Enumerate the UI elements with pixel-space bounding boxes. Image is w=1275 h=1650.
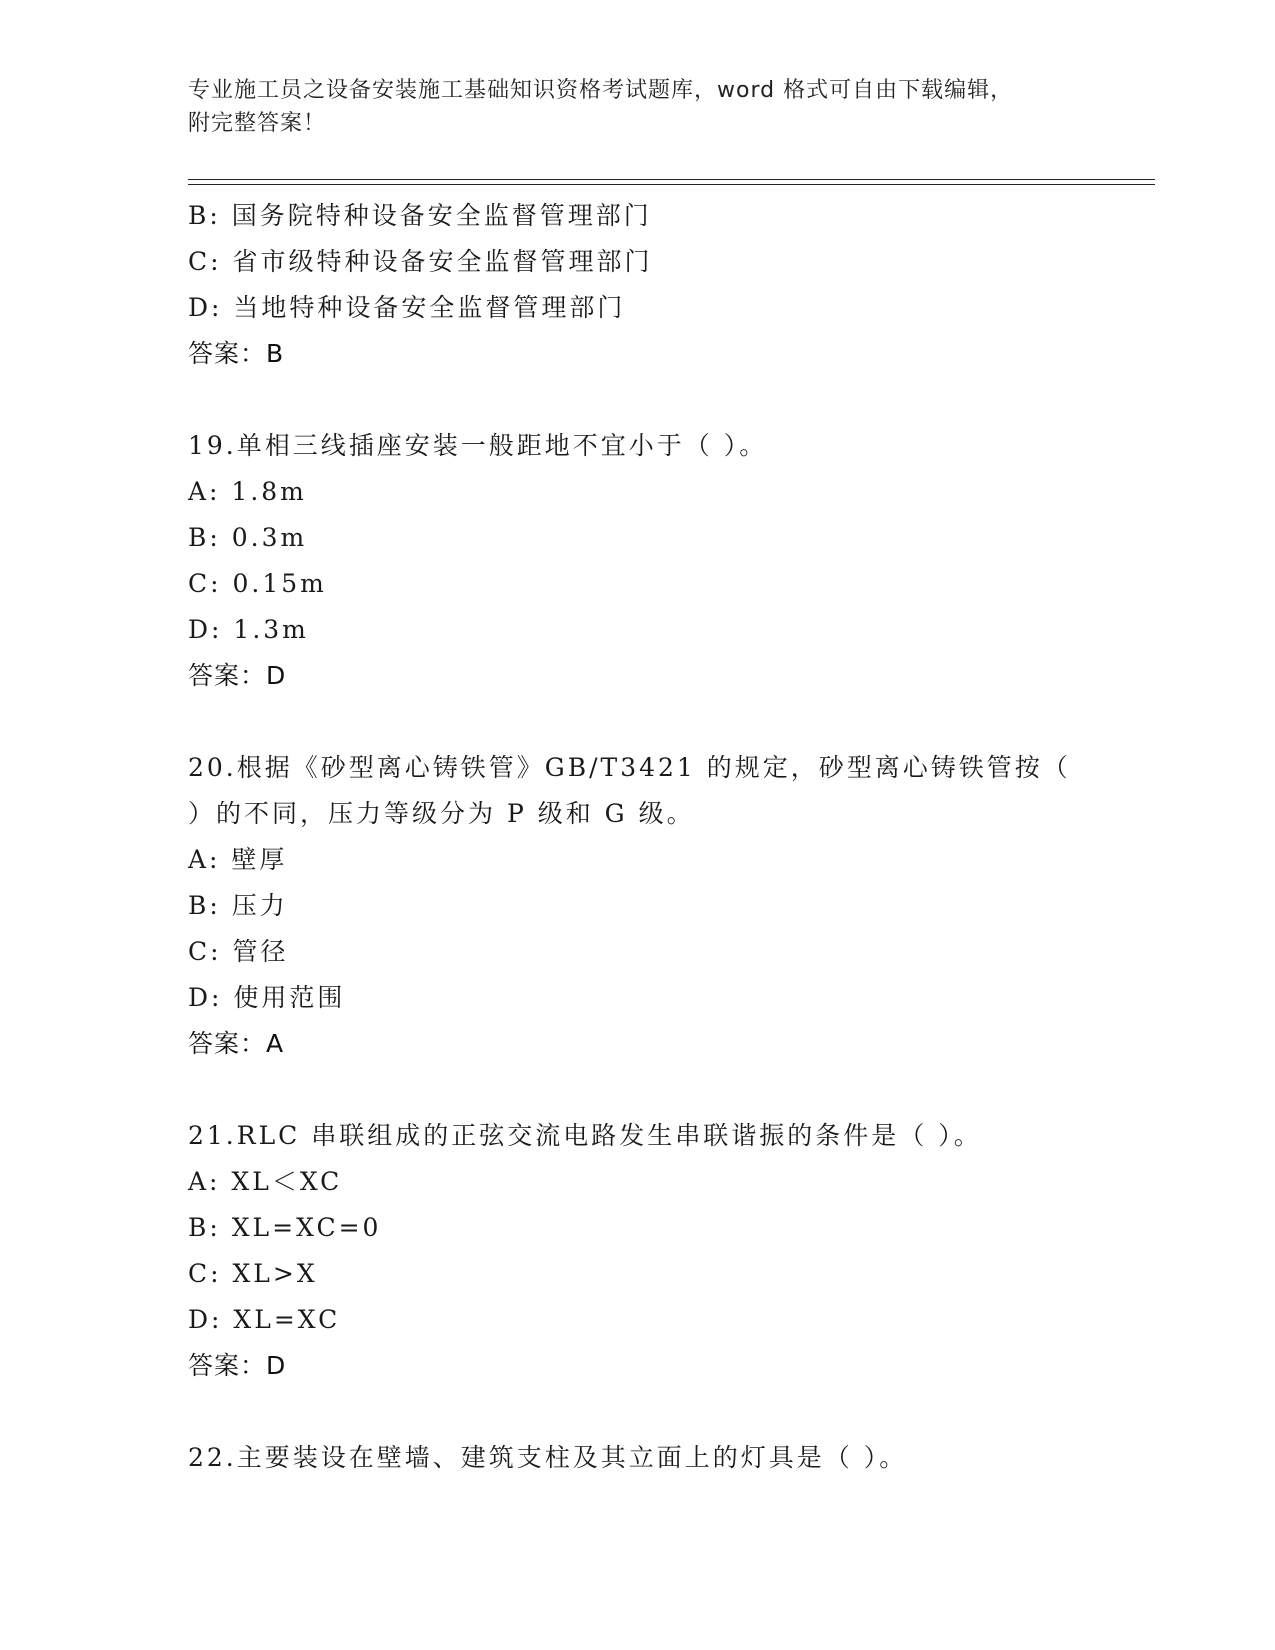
header-divider-top bbox=[188, 179, 1155, 180]
question-18-tail bbox=[188, 193, 1155, 377]
q18-option-b: B: 国务院特种设备安全监督管理部门 bbox=[188, 201, 652, 230]
q19-option-d: D: 1.3m bbox=[188, 615, 309, 644]
q20-question-line-1: 20.根据《砂型离心铸铁管》GB/T3421 的规定，砂型离心铸铁管按（ bbox=[188, 753, 1071, 782]
q21-option-d: D: XL=XC bbox=[188, 1305, 341, 1334]
header-line-1: 专业施工员之设备安装施工基础知识资格考试题库，word 格式可自由下载编辑， bbox=[188, 78, 1014, 103]
q20-option-d: D: 使用范围 bbox=[188, 983, 346, 1012]
q20-question-line-2: ）的不同，压力等级分为 P 级和 G 级。 bbox=[188, 799, 695, 828]
q19-option-a: A: 1.8m bbox=[188, 477, 307, 506]
q18-answer: 答案：B bbox=[188, 339, 285, 368]
q18-option-c: C: 省市级特种设备安全监督管理部门 bbox=[188, 247, 653, 276]
question-21 bbox=[188, 1113, 1155, 1389]
q20-answer: 答案：A bbox=[188, 1029, 285, 1058]
spacer bbox=[188, 377, 1155, 423]
q20-option-a: A: 壁厚 bbox=[188, 845, 288, 874]
q21-option-a: A: XL＜XC bbox=[188, 1167, 343, 1196]
q20-option-b: B: 压力 bbox=[188, 891, 288, 920]
q20-option-c: C: 管径 bbox=[188, 937, 289, 966]
header-line-2: 附完整答案！ bbox=[188, 111, 327, 136]
q21-question: 21.RLC 串联组成的正弦交流电路发生串联谐振的条件是（ ）。 bbox=[188, 1121, 982, 1150]
question-list bbox=[188, 193, 1155, 1481]
header-divider-bottom bbox=[188, 184, 1155, 185]
q21-option-c: C: XL>X bbox=[188, 1259, 318, 1288]
q19-question: 19.单相三线插座安装一般距地不宜小于（ ）。 bbox=[188, 431, 768, 460]
q19-option-b: B: 0.3m bbox=[188, 523, 308, 552]
q21-answer: 答案：D bbox=[188, 1351, 287, 1380]
spacer bbox=[188, 1389, 1155, 1435]
question-22 bbox=[188, 1435, 1155, 1481]
q18-option-d: D: 当地特种设备安全监督管理部门 bbox=[188, 293, 626, 322]
document-header bbox=[188, 74, 1068, 140]
spacer bbox=[188, 699, 1155, 745]
question-19 bbox=[188, 423, 1155, 699]
spacer bbox=[188, 1067, 1155, 1113]
question-20 bbox=[188, 745, 1155, 1067]
q19-answer: 答案：D bbox=[188, 661, 287, 690]
q19-option-c: C: 0.15m bbox=[188, 569, 327, 598]
q22-question: 22.主要装设在壁墙、建筑支柱及其立面上的灯具是（ ）。 bbox=[188, 1443, 908, 1472]
q21-option-b: B: XL=XC=0 bbox=[188, 1213, 382, 1242]
